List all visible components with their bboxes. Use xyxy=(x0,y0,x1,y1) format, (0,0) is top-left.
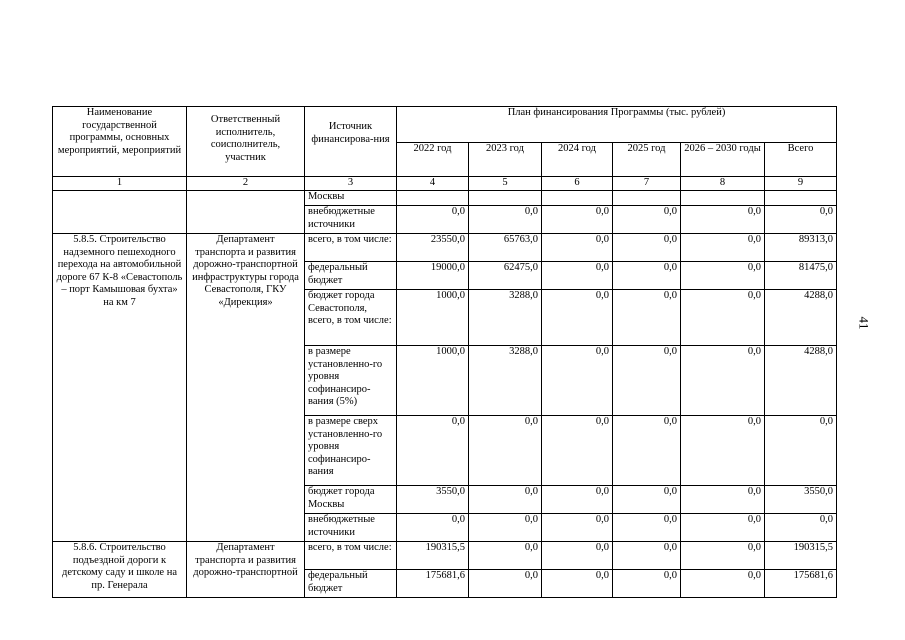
value-cell: 0,0 xyxy=(397,416,469,486)
value-cell: 175681,6 xyxy=(397,570,469,598)
value-cell: 0,0 xyxy=(613,290,681,346)
financing-table xyxy=(52,106,837,598)
value-cell: 0,0 xyxy=(542,234,613,262)
header-total: Всего xyxy=(765,143,837,177)
col-number: 9 xyxy=(765,177,837,191)
value-cell: 3550,0 xyxy=(397,486,469,514)
program-name-cell: 5.8.6. Строительство подъездной дороги к детскому саду и школе на пр. Генерала xyxy=(53,542,187,598)
value-cell: 0,0 xyxy=(681,570,765,598)
header-source: Источник финансирова-ния xyxy=(305,107,397,177)
value-cell xyxy=(613,191,681,206)
header-year-2023: 2023 год xyxy=(469,143,542,177)
value-cell: 4288,0 xyxy=(765,290,837,346)
header-responsible: Ответственный исполнитель, соисполнитель, участник xyxy=(187,107,305,177)
col-number: 6 xyxy=(542,177,613,191)
col-number: 8 xyxy=(681,177,765,191)
value-cell: 0,0 xyxy=(681,234,765,262)
value-cell: 0,0 xyxy=(542,486,613,514)
value-cell: 0,0 xyxy=(681,206,765,234)
value-cell: 0,0 xyxy=(542,514,613,542)
value-cell: 0,0 xyxy=(681,346,765,416)
value-cell: 0,0 xyxy=(469,542,542,570)
value-cell: 0,0 xyxy=(681,262,765,290)
value-cell: 0,0 xyxy=(613,234,681,262)
source-cell: бюджет города Севастополя, всего, в том числе: xyxy=(305,290,397,346)
source-cell: внебюджетные источники xyxy=(305,514,397,542)
value-cell: 0,0 xyxy=(681,542,765,570)
value-cell: 0,0 xyxy=(542,346,613,416)
table-row xyxy=(53,542,837,570)
value-cell xyxy=(469,191,542,206)
value-cell: 89313,0 xyxy=(765,234,837,262)
value-cell: 0,0 xyxy=(469,570,542,598)
value-cell: 1000,0 xyxy=(397,290,469,346)
responsible-cell xyxy=(187,191,305,234)
value-cell: 3288,0 xyxy=(469,290,542,346)
value-cell: 62475,0 xyxy=(469,262,542,290)
responsible-cell: Департамент транспорта и развития дорожно-транспортной xyxy=(187,542,305,598)
col-number: 7 xyxy=(613,177,681,191)
source-cell: Москвы xyxy=(305,191,397,206)
program-name-cell: 5.8.5. Строительство надземного пешеходного перехода на автомобильной дороге 67 К-8 «Севастополь – порт Камышовая бухта» на км 7 xyxy=(53,234,187,542)
value-cell: 0,0 xyxy=(613,486,681,514)
value-cell: 0,0 xyxy=(469,416,542,486)
header-year-2025: 2025 год xyxy=(613,143,681,177)
column-number-row xyxy=(53,177,837,191)
value-cell: 23550,0 xyxy=(397,234,469,262)
source-cell: всего, в том числе: xyxy=(305,234,397,262)
value-cell: 0,0 xyxy=(613,542,681,570)
value-cell: 81475,0 xyxy=(765,262,837,290)
source-cell: внебюджетные источники xyxy=(305,206,397,234)
value-cell: 0,0 xyxy=(542,416,613,486)
col-number: 1 xyxy=(53,177,187,191)
value-cell: 0,0 xyxy=(397,514,469,542)
value-cell: 19000,0 xyxy=(397,262,469,290)
value-cell: 0,0 xyxy=(542,262,613,290)
value-cell: 0,0 xyxy=(542,206,613,234)
value-cell: 3550,0 xyxy=(765,486,837,514)
source-cell: федеральный бюджет xyxy=(305,570,397,598)
value-cell: 4288,0 xyxy=(765,346,837,416)
value-cell: 190315,5 xyxy=(397,542,469,570)
page-number: 41 xyxy=(856,316,872,330)
value-cell: 0,0 xyxy=(681,290,765,346)
header-row xyxy=(53,107,837,143)
col-number: 5 xyxy=(469,177,542,191)
table-row xyxy=(53,191,837,206)
col-number: 3 xyxy=(305,177,397,191)
value-cell: 0,0 xyxy=(542,570,613,598)
value-cell: 0,0 xyxy=(613,346,681,416)
value-cell: 190315,5 xyxy=(765,542,837,570)
value-cell: 0,0 xyxy=(469,486,542,514)
value-cell: 0,0 xyxy=(765,514,837,542)
source-cell: в размере сверх установленно-го уровня софинансиро-вания xyxy=(305,416,397,486)
value-cell: 0,0 xyxy=(542,290,613,346)
header-year-2022: 2022 год xyxy=(397,143,469,177)
header-year-2026-2030: 2026 – 2030 годы xyxy=(681,143,765,177)
value-cell: 0,0 xyxy=(681,416,765,486)
value-cell: 65763,0 xyxy=(469,234,542,262)
source-cell: бюджет города Москвы xyxy=(305,486,397,514)
col-number: 4 xyxy=(397,177,469,191)
value-cell: 0,0 xyxy=(613,262,681,290)
value-cell: 1000,0 xyxy=(397,346,469,416)
value-cell: 0,0 xyxy=(469,206,542,234)
table-row xyxy=(53,234,837,262)
value-cell: 0,0 xyxy=(469,514,542,542)
value-cell xyxy=(681,191,765,206)
value-cell: 0,0 xyxy=(613,416,681,486)
value-cell xyxy=(765,191,837,206)
value-cell: 175681,6 xyxy=(765,570,837,598)
value-cell: 0,0 xyxy=(681,514,765,542)
program-name-cell xyxy=(53,191,187,234)
value-cell: 0,0 xyxy=(613,514,681,542)
source-cell: в размере установленно-го уровня софинансиро-вания (5%) xyxy=(305,346,397,416)
header-program-name: Наименование государственной программы, основных мероприятий, мероприятий xyxy=(53,107,187,177)
header-plan: План финансирования Программы (тыс. рублей) xyxy=(397,107,837,143)
header-year-2024: 2024 год xyxy=(542,143,613,177)
value-cell: 0,0 xyxy=(397,206,469,234)
value-cell: 0,0 xyxy=(765,206,837,234)
value-cell: 0,0 xyxy=(681,486,765,514)
value-cell: 3288,0 xyxy=(469,346,542,416)
value-cell: 0,0 xyxy=(765,416,837,486)
responsible-cell: Департамент транспорта и развития дорожно-транспортной инфраструктуры города Севастополя, ГКУ «Дирекция» xyxy=(187,234,305,542)
source-cell: всего, в том числе: xyxy=(305,542,397,570)
col-number: 2 xyxy=(187,177,305,191)
source-cell: федеральный бюджет xyxy=(305,262,397,290)
value-cell: 0,0 xyxy=(542,542,613,570)
value-cell: 0,0 xyxy=(613,206,681,234)
value-cell xyxy=(397,191,469,206)
value-cell xyxy=(542,191,613,206)
value-cell: 0,0 xyxy=(613,570,681,598)
